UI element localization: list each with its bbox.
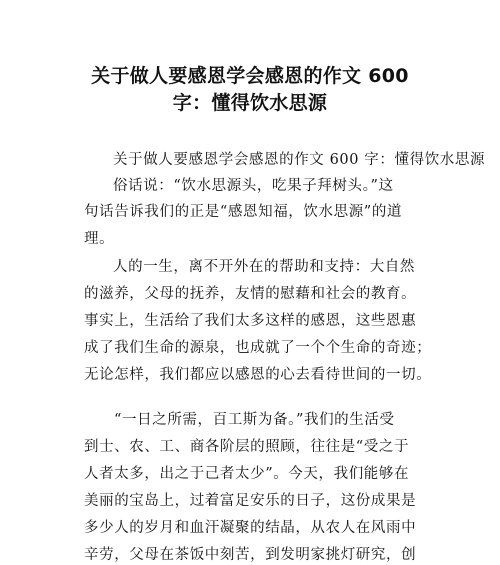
title-line-2: 字：懂得饮水思源 bbox=[172, 92, 328, 114]
body-line: 成了我们生命的源泉，也成就了一个个生命的奇迹； bbox=[84, 340, 432, 356]
body-line: 人者太多，出之于己者太少”。今天，我们能够在 bbox=[84, 466, 410, 482]
body-line: 事实上，生活给了我们太多这样的感恩，这些恩惠 bbox=[84, 313, 417, 329]
body-line: 美丽的宝岛上，过着富足安乐的日子，这份成果是 bbox=[84, 493, 417, 509]
body-line: 俗话说：“饮水思源头，吃果子拜树头。”这 bbox=[113, 178, 394, 194]
body-line: 人的一生，离不开外在的帮助和支持：大自然 bbox=[113, 259, 415, 275]
body-line: “一日之所需，百工斯为备。”我们的生活受 bbox=[114, 412, 395, 428]
body-line: 到士、农、工、商各阶层的照顾，往往是“受之于 bbox=[84, 439, 410, 455]
document-title bbox=[60, 63, 440, 117]
body-line: 关于做人要感恩学会感恩的作文 600 字：懂得饮水思源 bbox=[113, 152, 486, 168]
title-line-1: 关于做人要感恩学会感恩的作文 600 bbox=[91, 65, 409, 87]
body-line: 多少人的岁月和血汗凝聚的结晶，从农人在风雨中 bbox=[84, 520, 417, 536]
body-line: 辛劳，父母在茶饭中刻苦，到发明家挑灯研究，创 bbox=[84, 547, 417, 563]
body-line: 理。 bbox=[84, 231, 115, 247]
body-line: 无论怎样，我们都应以感恩的心去看待世间的一切。 bbox=[84, 367, 432, 383]
body-line: 句话告诉我们的正是“感恩知福，饮水思源”的道 bbox=[84, 204, 403, 220]
body-line: 的滋养，父母的抚养，友情的慰藉和社会的教育。 bbox=[84, 286, 417, 302]
